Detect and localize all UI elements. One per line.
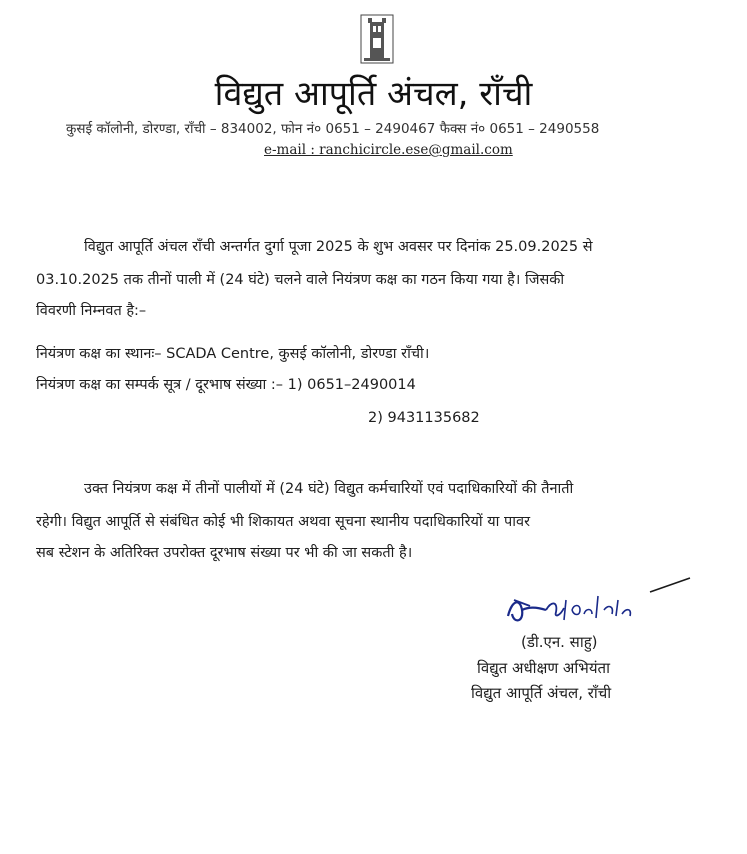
- signatory-office: विद्युत आपूर्ति अंचल, राँची: [471, 684, 612, 702]
- paragraph-line: रहेगी। विद्युत आपूर्ति से संबंधित कोई भी शिकायत अथवा सूचना स्थानीय पदाधिकारियों या पावर: [36, 514, 531, 530]
- office-title: विद्युत आपूर्ति अंचल, राँची: [214, 74, 533, 114]
- emblem-tower-icon: [360, 14, 394, 64]
- control-room-phone-2: 2) 9431135682: [368, 410, 480, 426]
- paragraph-line: विवरणी निम्नवत है:–: [36, 303, 147, 319]
- address-line: कुसई कॉलोनी, डोरण्डा, राँची – 834002, फोन नं० 0651 – 2490467 फैक्स नं० 0651 – 2490558: [66, 121, 600, 137]
- paragraph-line: उक्त नियंत्रण कक्ष में तीनों पालीयों में (24 घंटे) विद्युत कर्मचारियों एवं पदाधिकारियों की तैनाती: [84, 481, 574, 497]
- control-room-contact: नियंत्रण कक्ष का सम्पर्क सूत्र / दूरभाष संख्या :– 1) 0651–2490014: [36, 377, 416, 393]
- email-line: e-mail : ranchicircle.ese@gmail.com: [264, 142, 513, 158]
- control-room-location: नियंत्रण कक्ष का स्थानः– SCADA Centre, कुसई कॉलोनी, डोरण्डा राँची।: [36, 346, 430, 362]
- handwritten-signature: [500, 570, 700, 640]
- signatory-name: (डी.एन. साहु): [521, 633, 598, 651]
- signatory-designation: विद्युत अधीक्षण अभियंता: [477, 659, 610, 677]
- paragraph-line: सब स्टेशन के अतिरिक्त उपरोक्त दूरभाष संख्या पर भी की जा सकती है।: [36, 545, 413, 561]
- paragraph-line: 03.10.2025 तक तीनों पाली में (24 घंटे) चलने वाले नियंत्रण कक्ष का गठन किया गया है। जिसकी: [36, 272, 565, 288]
- paragraph-line: विद्युत आपूर्ति अंचल राँची अन्तर्गत दुर्गा पूजा 2025 के शुभ अवसर पर दिनांक 25.09.2025 से: [84, 239, 593, 255]
